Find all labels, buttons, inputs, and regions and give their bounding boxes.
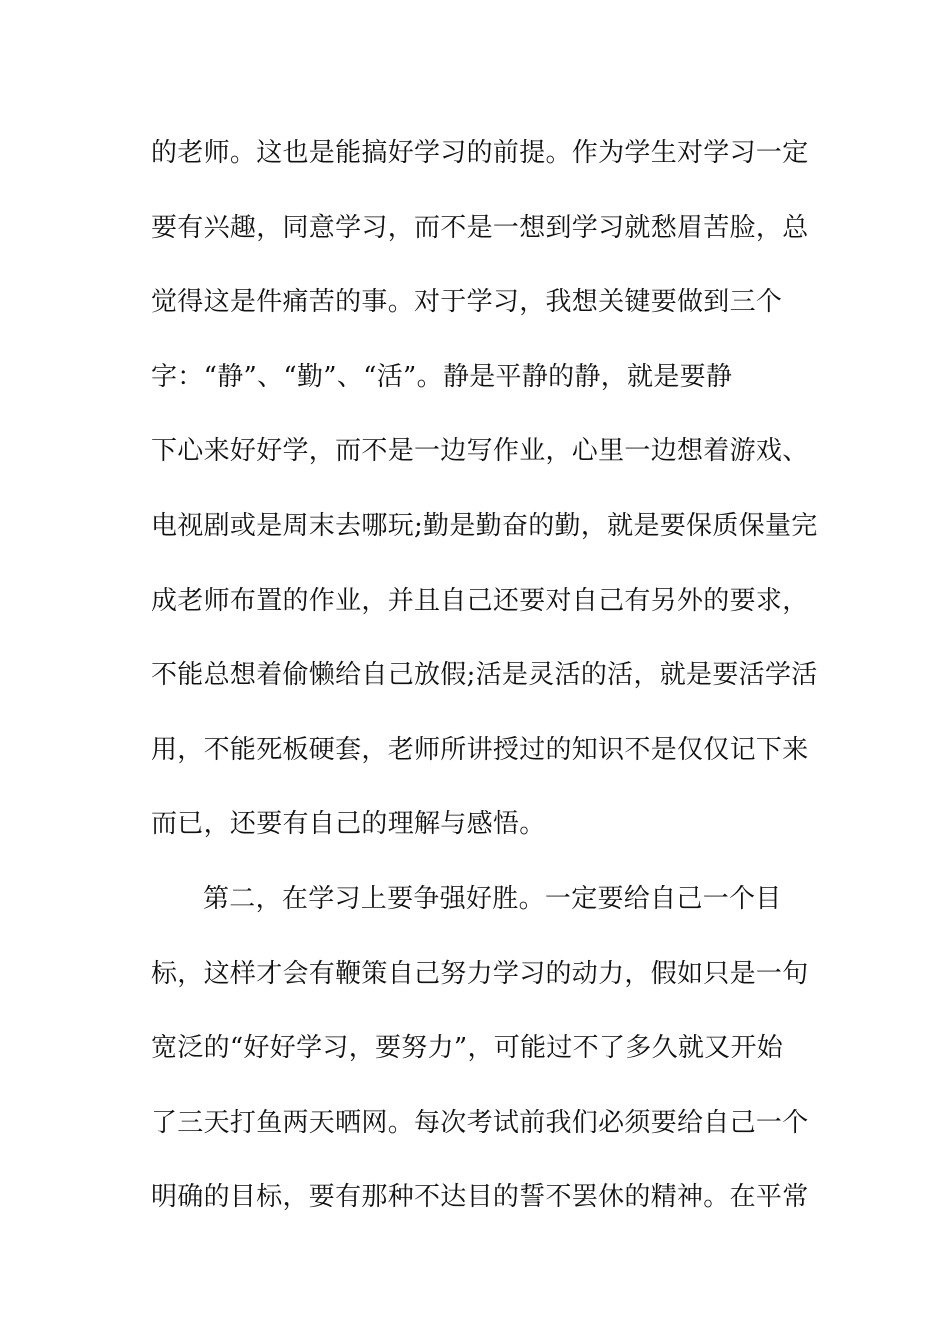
text-line: 明确的目标，要有那种不达目的誓不罢休的精神。在平常 xyxy=(151,1182,809,1213)
text-line: 用，不能死板硬套，老师所讲授过的知识不是仅仅记下来 xyxy=(151,734,809,765)
paragraph-start-line: 第二，在学习上要争强好胜。一定要给自己一个目 xyxy=(203,883,782,914)
text-line: 而已，还要有自己的理解与感悟。 xyxy=(151,809,546,840)
text-line: 标，这样才会有鞭策自己努力学习的动力，假如只是一句 xyxy=(151,958,809,989)
text-line: 觉得这是件痛苦的事。对于学习，我想关键要做到三个 xyxy=(151,287,783,318)
text-line: 了三天打鱼两天晒网。每次考试前我们必须要给自己一个 xyxy=(151,1107,809,1138)
text-line: 宽泛的“好好学习，要努力”，可能过不了多久就又开始 xyxy=(151,1033,784,1064)
text-line: 要有兴趣，同意学习，而不是一想到学习就愁眉苦脸，总 xyxy=(151,212,809,243)
text-line: 电视剧或是周末去哪玩;勤是勤奋的勤，就是要保质保量完 xyxy=(151,510,818,541)
text-line: 字：“静”、“勤”、“活”。静是平静的静，就是要静 xyxy=(151,361,733,392)
text-line: 的老师。这也是能搞好学习的前提。作为学生对学习一定 xyxy=(151,138,809,168)
body-text xyxy=(151,128,818,1247)
text-line: 成老师布置的作业，并且自己还要对自己有另外的要求， xyxy=(151,585,809,616)
text-line: 下心来好好学，而不是一边写作业，心里一边想着游戏、 xyxy=(151,436,809,467)
text-line: 不能总想着偷懒给自己放假;活是灵活的活，就是要活学活 xyxy=(151,660,818,691)
